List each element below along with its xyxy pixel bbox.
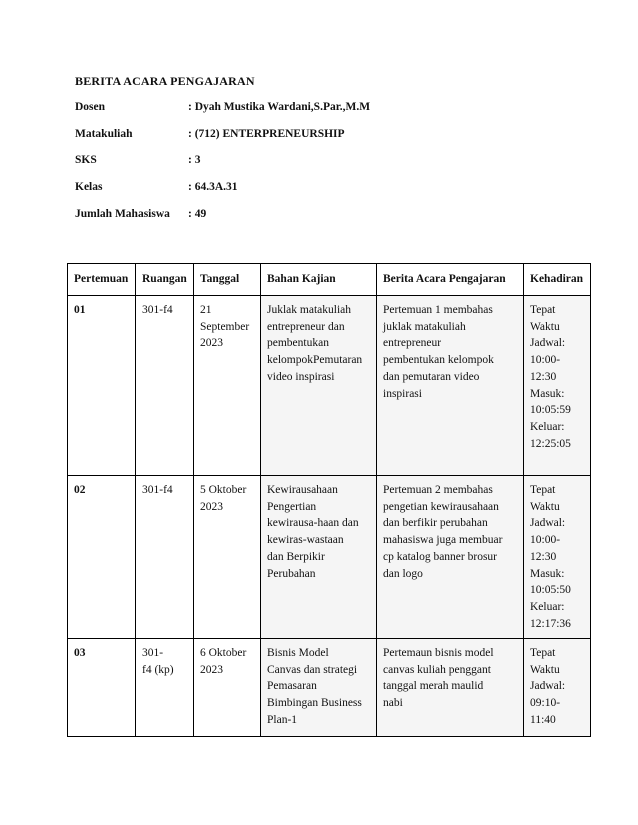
cell-line: entrepreneur dan bbox=[267, 320, 345, 333]
cell-line: tanggal merah maulid bbox=[383, 680, 484, 693]
cell-berita-acara bbox=[377, 476, 524, 639]
cell-line: canvas kuliah penggant bbox=[383, 663, 491, 676]
berita-acara-value bbox=[377, 296, 523, 406]
cell-line: 2023 bbox=[200, 500, 223, 513]
cell-line: September bbox=[200, 320, 250, 333]
cell-line: 10:00- bbox=[530, 534, 561, 547]
cell-line: Masuk: bbox=[530, 387, 565, 400]
cell-line: 5 Oktober bbox=[200, 484, 247, 496]
cell-line: 11:40 bbox=[530, 713, 556, 726]
cell-line: 09:10- bbox=[530, 697, 561, 710]
cell-kehadiran bbox=[524, 639, 591, 737]
cell-line: dan logo bbox=[383, 567, 423, 580]
table-row bbox=[68, 296, 591, 476]
cell-line: 301-f4 bbox=[142, 484, 173, 496]
kehadiran-value bbox=[524, 476, 590, 636]
cell-line: pembentukan bbox=[267, 337, 329, 350]
cell-tanggal bbox=[194, 296, 261, 476]
cell-line: 2023 bbox=[200, 663, 223, 676]
header-tanggal: Tanggal bbox=[200, 273, 240, 286]
cell-line: inspirasi bbox=[383, 387, 422, 400]
header-cell bbox=[68, 264, 136, 296]
header-bahan-kajian: Bahan Kajian bbox=[267, 273, 336, 286]
cell-kehadiran bbox=[524, 476, 591, 639]
header-kehadiran: Kehadiran bbox=[530, 273, 584, 286]
header-pertemuan: Pertemuan bbox=[74, 273, 129, 286]
tanggal-value bbox=[194, 639, 260, 682]
cell-line: 301- bbox=[142, 647, 164, 659]
cell-line: cp katalog banner brosur bbox=[383, 550, 498, 563]
cell-line: Plan-1 bbox=[267, 713, 298, 726]
cell-line: kelompokPemutaran bbox=[267, 354, 363, 367]
cell-line: 10:05:50 bbox=[530, 584, 571, 597]
cell-line: Pengertian bbox=[267, 500, 317, 513]
cell-line: Masuk: bbox=[530, 567, 565, 580]
cell-line: pembentukan kelompok bbox=[383, 354, 494, 367]
info-label: SKS bbox=[75, 154, 97, 167]
cell-line: Pertemuan 1 membahas bbox=[383, 304, 493, 316]
cell-pertemuan bbox=[68, 476, 136, 639]
berita-acara-value bbox=[377, 639, 523, 716]
cell-line: 12:17:36 bbox=[530, 617, 571, 630]
cell-line: dan pemutaran video bbox=[383, 370, 480, 383]
cell-line: Jadwal: bbox=[530, 680, 566, 693]
cell-line: Keluar: bbox=[530, 420, 565, 433]
cell-ruangan bbox=[136, 476, 194, 639]
info-value: : Dyah Mustika Wardani,S.Par.,M.M bbox=[188, 101, 371, 113]
teaching-record-table bbox=[67, 263, 591, 737]
header-cell bbox=[261, 264, 377, 296]
table-header-row bbox=[68, 264, 591, 296]
cell-line: Jadwal: bbox=[530, 337, 566, 350]
cell-line: 10:05:59 bbox=[530, 404, 571, 417]
info-value: : 64.3A.31 bbox=[188, 181, 238, 194]
cell-tanggal bbox=[194, 476, 261, 639]
pertemuan-value: 03 bbox=[74, 647, 86, 659]
cell-line: Bisnis Model bbox=[267, 647, 329, 659]
header-cell bbox=[524, 264, 591, 296]
cell-line: Pertemuan 2 membahas bbox=[383, 484, 493, 496]
cell-line: 10:00- bbox=[530, 354, 561, 367]
cell-line: 301-f4 bbox=[142, 304, 173, 316]
info-label: Kelas bbox=[75, 181, 103, 194]
cell-line: dan Berpikir bbox=[267, 550, 325, 563]
table-row bbox=[68, 639, 591, 737]
cell-line: Keluar: bbox=[530, 600, 565, 613]
cell-line: mahasiswa juga membuar bbox=[383, 534, 503, 547]
cell-line: kewiras-wastaan bbox=[267, 534, 344, 547]
cell-line: 6 Oktober bbox=[200, 647, 247, 659]
cell-line: video inspirasi bbox=[267, 370, 335, 383]
cell-line: 2023 bbox=[200, 337, 223, 350]
cell-line: 21 bbox=[200, 304, 212, 316]
cell-line: Kewirausahaan bbox=[267, 484, 338, 496]
info-label: Matakuliah bbox=[75, 127, 133, 140]
cell-line: Tepat bbox=[530, 647, 556, 659]
cell-line: dan berfikir perubahan bbox=[383, 517, 488, 530]
cell-line: 12:30 bbox=[530, 370, 557, 383]
pertemuan-value: 01 bbox=[74, 304, 86, 316]
cell-line: 12:25:05 bbox=[530, 437, 571, 450]
cell-line: Jadwal: bbox=[530, 517, 566, 530]
cell-ruangan bbox=[136, 296, 194, 476]
header-berita-acara: Berita Acara Pengajaran bbox=[383, 273, 506, 286]
cell-line: entrepreneur bbox=[383, 337, 442, 350]
cell-pertemuan bbox=[68, 296, 136, 476]
cell-bahan-kajian bbox=[261, 639, 377, 737]
pertemuan-value: 02 bbox=[74, 484, 86, 496]
cell-bahan-kajian bbox=[261, 476, 377, 639]
info-label: Dosen bbox=[75, 101, 106, 113]
cell-line: f4 (kp) bbox=[142, 663, 174, 676]
cell-line: Waktu bbox=[530, 320, 560, 333]
header-cell bbox=[136, 264, 194, 296]
bahan-kajian-value bbox=[261, 476, 376, 586]
cell-pertemuan bbox=[68, 639, 136, 737]
cell-line: Perubahan bbox=[267, 567, 316, 580]
ruangan-value bbox=[136, 639, 193, 682]
cell-bahan-kajian bbox=[261, 296, 377, 476]
cell-ruangan bbox=[136, 639, 194, 737]
cell-line: Pemasaran bbox=[267, 680, 317, 693]
page-title: BERITA ACARA PENGAJARAN bbox=[75, 74, 255, 88]
cell-berita-acara bbox=[377, 296, 524, 476]
bahan-kajian-value bbox=[261, 639, 376, 733]
tanggal-value bbox=[194, 476, 260, 519]
cell-line: Juklak matakuliah bbox=[267, 304, 351, 316]
cell-line: Waktu bbox=[530, 500, 560, 513]
cell-line: kewirausa-haan dan bbox=[267, 517, 359, 530]
cell-line: Tepat bbox=[530, 304, 556, 316]
info-value: : 49 bbox=[188, 207, 207, 220]
kehadiran-value bbox=[524, 639, 590, 733]
info-label: Jumlah Mahasiswa bbox=[75, 207, 170, 220]
info-value: : 3 bbox=[188, 154, 201, 167]
tanggal-value bbox=[194, 296, 260, 356]
cell-line: pengetian kewirausahaan bbox=[383, 500, 499, 513]
bahan-kajian-value bbox=[261, 296, 376, 390]
ruangan-value bbox=[136, 296, 193, 323]
cell-line: juklak matakuliah bbox=[383, 320, 466, 333]
cell-line: Bimbingan Business bbox=[267, 697, 362, 710]
cell-line: Waktu bbox=[530, 663, 560, 676]
header-cell bbox=[194, 264, 261, 296]
cell-berita-acara bbox=[377, 639, 524, 737]
cell-tanggal bbox=[194, 639, 261, 737]
kehadiran-value bbox=[524, 296, 590, 456]
cell-line: Pertemaun bisnis model bbox=[383, 647, 494, 659]
table-row bbox=[68, 476, 591, 639]
cell-line: nabi bbox=[383, 697, 403, 710]
ruangan-value bbox=[136, 476, 193, 503]
header-cell bbox=[377, 264, 524, 296]
berita-acara-value bbox=[377, 476, 523, 586]
info-value: : (712) ENTERPRENEURSHIP bbox=[188, 127, 345, 140]
cell-line: Canvas dan strategi bbox=[267, 663, 358, 676]
cell-line: 12:30 bbox=[530, 550, 557, 563]
cell-kehadiran bbox=[524, 296, 591, 476]
cell-line: Tepat bbox=[530, 484, 556, 496]
header-ruangan: Ruangan bbox=[142, 273, 187, 286]
